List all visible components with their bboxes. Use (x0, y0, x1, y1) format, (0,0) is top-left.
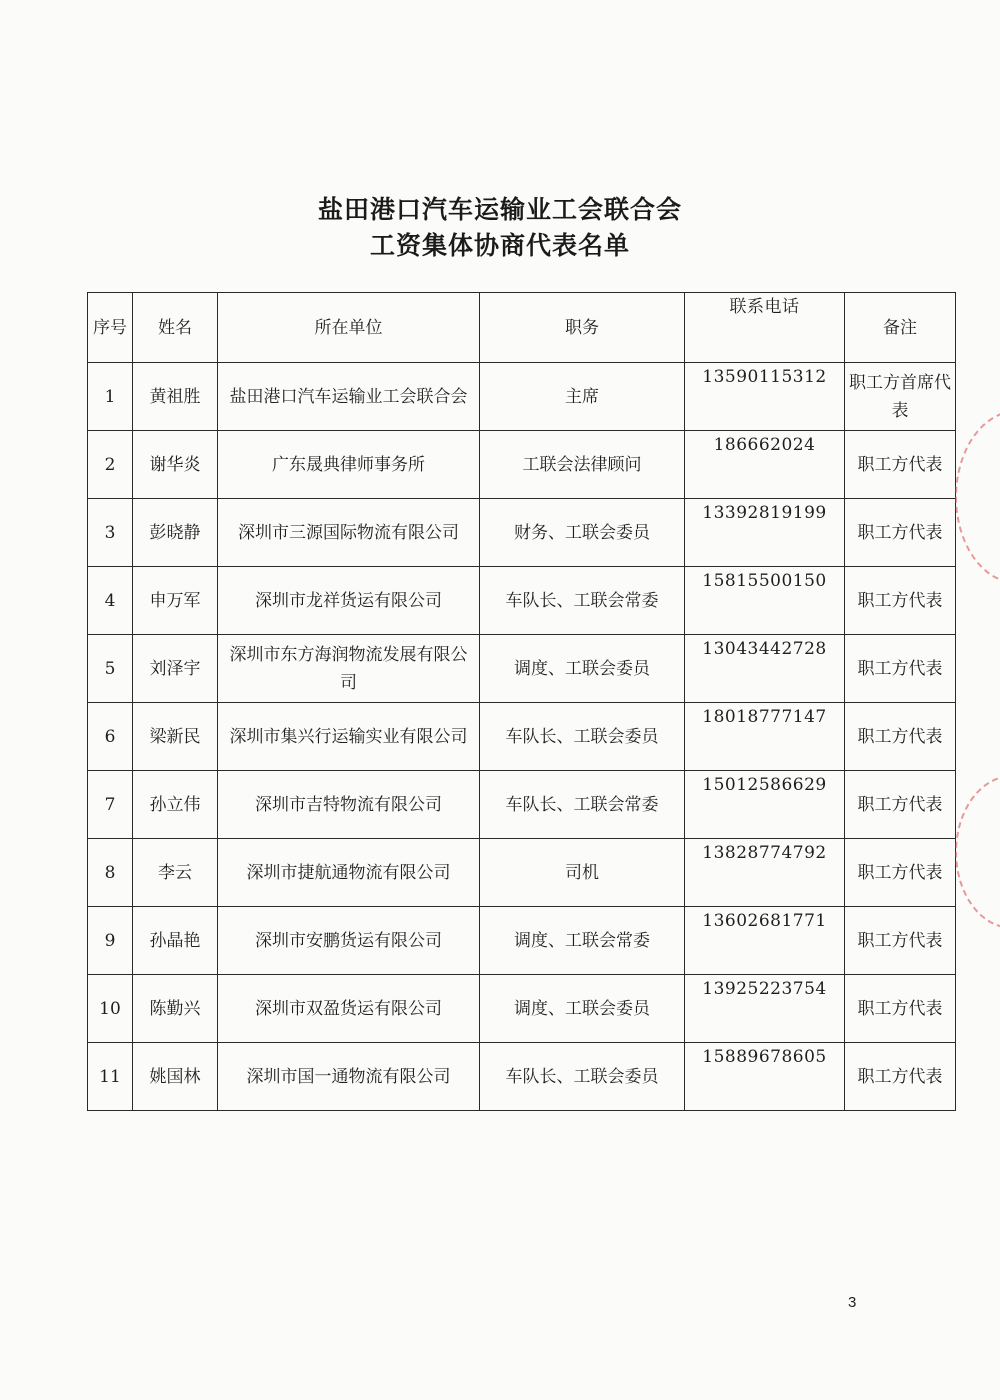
cell-position: 车队长、工联会委员 (480, 1043, 685, 1111)
cell-seq: 1 (88, 363, 133, 431)
table-row (88, 1043, 956, 1111)
cell-note: 职工方代表 (845, 975, 956, 1043)
cell-position: 司机 (480, 839, 685, 907)
cell-seq: 8 (88, 839, 133, 907)
cell-unit: 深圳市集兴行运输实业有限公司 (218, 703, 480, 771)
cell-seq: 9 (88, 907, 133, 975)
cell-seq: 5 (88, 635, 133, 703)
cell-note: 职工方代表 (845, 1043, 956, 1111)
cell-note: 职工方代表 (845, 907, 956, 975)
cell-phone: 13828774792 (685, 839, 845, 907)
header-position: 职务 (480, 293, 685, 363)
cell-name: 申万军 (133, 567, 218, 635)
cell-note: 职工方代表 (845, 499, 956, 567)
table-row (88, 567, 956, 635)
cell-phone: 18018777147 (685, 703, 845, 771)
cell-seq: 2 (88, 431, 133, 499)
cell-position: 车队长、工联会常委 (480, 567, 685, 635)
cell-unit: 深圳市龙祥货运有限公司 (218, 567, 480, 635)
cell-unit: 深圳市双盈货运有限公司 (218, 975, 480, 1043)
cell-unit: 深圳市国一通物流有限公司 (218, 1043, 480, 1111)
cell-phone: 15012586629 (685, 771, 845, 839)
cell-position: 调度、工联会常委 (480, 907, 685, 975)
cell-name: 谢华炎 (133, 431, 218, 499)
cell-name: 黄祖胜 (133, 363, 218, 431)
cell-phone: 15889678605 (685, 1043, 845, 1111)
cell-name: 梁新民 (133, 703, 218, 771)
red-seal-stamp (955, 410, 1000, 584)
cell-seq: 7 (88, 771, 133, 839)
cell-unit: 深圳市东方海润物流发展有限公司 (218, 635, 480, 703)
cell-unit: 深圳市安鹏货运有限公司 (218, 907, 480, 975)
cell-phone: 15815500150 (685, 567, 845, 635)
representatives-table (87, 292, 956, 1111)
cell-name: 姚国林 (133, 1043, 218, 1111)
cell-unit: 深圳市三源国际物流有限公司 (218, 499, 480, 567)
cell-name: 陈勤兴 (133, 975, 218, 1043)
cell-name: 刘泽宇 (133, 635, 218, 703)
table-row (88, 499, 956, 567)
header-note: 备注 (845, 293, 956, 363)
cell-phone: 13043442728 (685, 635, 845, 703)
cell-note: 职工方首席代表 (845, 363, 956, 431)
cell-note: 职工方代表 (845, 839, 956, 907)
cell-seq: 3 (88, 499, 133, 567)
cell-unit: 深圳市捷航通物流有限公司 (218, 839, 480, 907)
header-seq: 序号 (88, 293, 133, 363)
cell-position: 财务、工联会委员 (480, 499, 685, 567)
cell-unit: 盐田港口汽车运输业工会联合会 (218, 363, 480, 431)
cell-unit: 深圳市吉特物流有限公司 (218, 771, 480, 839)
cell-note: 职工方代表 (845, 771, 956, 839)
cell-position: 调度、工联会委员 (480, 975, 685, 1043)
cell-position: 车队长、工联会常委 (480, 771, 685, 839)
red-seal-stamp (955, 775, 1000, 929)
cell-seq: 10 (88, 975, 133, 1043)
table-row (88, 703, 956, 771)
cell-phone: 13602681771 (685, 907, 845, 975)
header-name: 姓名 (133, 293, 218, 363)
table-row (88, 907, 956, 975)
cell-name: 孙晶艳 (133, 907, 218, 975)
header-phone: 联系电话 (685, 293, 845, 363)
cell-seq: 6 (88, 703, 133, 771)
table-row (88, 975, 956, 1043)
cell-phone: 186662024 (685, 431, 845, 499)
cell-note: 职工方代表 (845, 635, 956, 703)
cell-position: 主席 (480, 363, 685, 431)
table-header-row (88, 293, 956, 363)
cell-note: 职工方代表 (845, 567, 956, 635)
table-row (88, 635, 956, 703)
table-row (88, 431, 956, 499)
cell-unit: 广东晟典律师事务所 (218, 431, 480, 499)
table-row (88, 771, 956, 839)
cell-note: 职工方代表 (845, 703, 956, 771)
cell-phone: 13590115312 (685, 363, 845, 431)
cell-position: 调度、工联会委员 (480, 635, 685, 703)
cell-phone: 13392819199 (685, 499, 845, 567)
cell-name: 李云 (133, 839, 218, 907)
document-title-line2: 工资集体协商代表名单 (369, 231, 630, 260)
cell-name: 彭晓静 (133, 499, 218, 567)
table-row (88, 839, 956, 907)
page-number: 3 (848, 1294, 857, 1311)
cell-position: 车队长、工联会委员 (480, 703, 685, 771)
document-title-line1: 盐田港口汽车运输业工会联合会 (317, 195, 682, 224)
cell-phone: 13925223754 (685, 975, 845, 1043)
table-row (88, 363, 956, 431)
cell-seq: 4 (88, 567, 133, 635)
cell-name: 孙立伟 (133, 771, 218, 839)
cell-position: 工联会法律顾问 (480, 431, 685, 499)
cell-note: 职工方代表 (845, 431, 956, 499)
cell-seq: 11 (88, 1043, 133, 1111)
header-unit: 所在单位 (218, 293, 480, 363)
